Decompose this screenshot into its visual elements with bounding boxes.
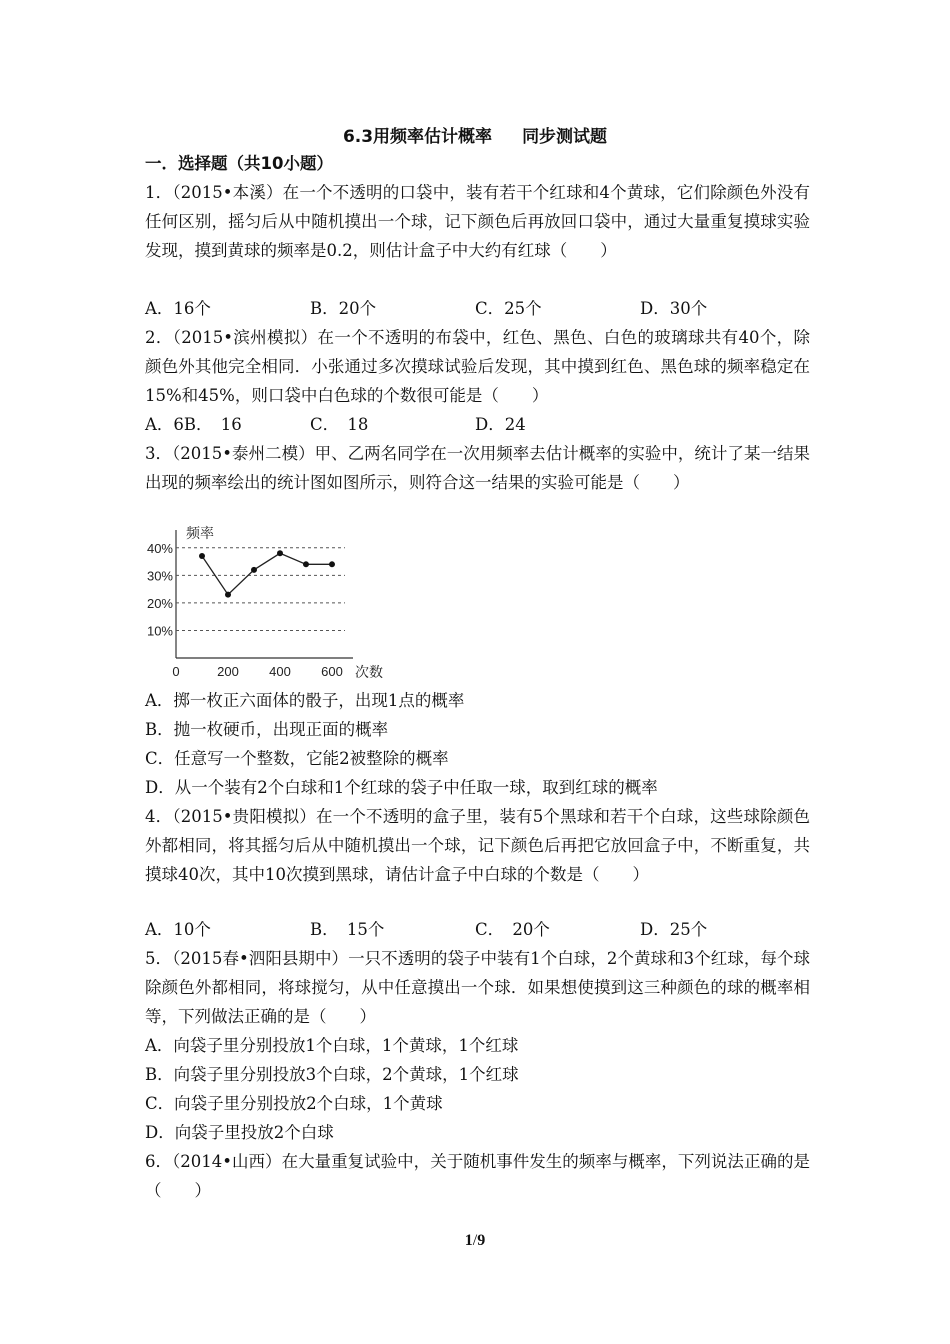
data-point: [277, 550, 283, 556]
frequency-line-chart: [140, 518, 383, 683]
question-2-stem: 2．（2015•滨州模拟）在一个不透明的布袋中，红色、黑色、白色的玻璃球共有40个，除颜色外其他完全相同．小张通过多次摸球试验后发现，其中摸到红色、黑色球的频率稳定在15%和45%，则口袋中白色球的个数很可能是（ ）: [145, 328, 810, 405]
question-1-stem: 1．（2015•本溪）在一个不透明的口袋中，装有若干个红球和4个黄球，它们除颜色外没有任何区别，摇匀后从中随机摸出一个球，记下颜色后再放回口袋中，通过大量重复摸球实验发现，摸到黄球的频率是0.2，则估计盒子中大约有红球（ ）: [145, 183, 810, 260]
q4-option-b: B． 15个: [310, 920, 385, 939]
x-axis-title: 次数: [355, 665, 383, 681]
data-point: [251, 567, 257, 573]
q2-option-ab: A．6B． 16: [145, 415, 242, 434]
q5-option-d: D．向袋子里投放2个白球: [145, 1123, 334, 1142]
q3-option-d: D．从一个装有2个白球和1个红球的袋子中任取一球，取到红球的概率: [145, 778, 658, 797]
q4-option-c: C． 20个: [475, 920, 550, 939]
section-heading: 一．选择题（共10小题）: [145, 154, 333, 173]
page-number: [0, 1232, 950, 1250]
q5-option-a: A．向袋子里分别投放1个白球，1个黄球，1个红球: [145, 1036, 519, 1055]
chart-layer: [147, 526, 383, 681]
page-title: [0, 122, 950, 147]
x-tick-label: 0: [172, 664, 180, 679]
q1-option-b: B．20个: [310, 299, 377, 318]
q2-option-d: D．24: [475, 415, 526, 434]
y-tick-label: 40%: [146, 540, 173, 556]
q1-option-c: C．25个: [475, 299, 542, 318]
x-tick-label: 400: [269, 664, 291, 679]
x-tick-label: 600: [321, 664, 343, 679]
question-4-stem: 4．（2015•贵阳模拟）在一个不透明的盒子里，装有5个黑球和若干个白球，这些球除颜色外都相同，将其摇匀后从中随机摸出一个球，记下颜色后再把它放回盒子中，不断重复，共摸球40次，其中10次摸到黑球，请估计盒子中白球的个数是（ ）: [145, 807, 810, 884]
data-point: [329, 561, 335, 567]
question-2-options: [145, 410, 810, 439]
title-main: 6.3用频率估计概率: [342, 127, 493, 147]
q3-option-b: B．抛一枚硬币，出现正面的概率: [145, 720, 389, 739]
q2-option-c: C． 18: [310, 415, 369, 434]
y-tick-label: 10%: [146, 623, 173, 639]
q1-option-a: A．16个: [145, 299, 211, 318]
question-1-options: [145, 294, 810, 323]
question-5-stem: 5．（2015春•泗阳县期中）一只不透明的袋子中装有1个白球，2个黄球和3个红球，每个球除颜色外都相同，将球搅匀，从中任意摸出一个球．如果想使摸到这三种颜色的球的概率相等，下列做法正确的是（ ）: [145, 949, 810, 1026]
q3-option-c: C．任意写一个整数，它能2被整除的概率: [145, 749, 449, 768]
page-total: 9: [477, 1232, 486, 1249]
q4-option-a: A．10个: [145, 920, 211, 939]
q5-option-c: C．向袋子里分别投放2个白球，1个黄球: [145, 1094, 443, 1113]
data-point: [199, 553, 205, 559]
q5-option-b: B．向袋子里分别投放3个白球，2个黄球，1个红球: [145, 1065, 519, 1084]
question-3-stem: 3．（2015•泰州二模）甲、乙两名同学在一次用频率去估计概率的实验中，统计了某一结果出现的频率绘出的统计图如图所示，则符合这一结果的实验可能是（ ）: [145, 444, 810, 492]
y-tick-label: 30%: [146, 568, 173, 584]
page-separator: /: [472, 1232, 478, 1249]
title-sub: 同步测试题: [522, 127, 608, 147]
page-current: 1: [464, 1232, 473, 1249]
series-line: [202, 553, 332, 594]
x-tick-label: 200: [217, 664, 239, 679]
y-tick-label: 20%: [146, 595, 173, 611]
data-point: [303, 561, 309, 567]
q4-option-d: D．25个: [640, 920, 708, 939]
data-point: [225, 592, 231, 598]
q3-option-a: A．掷一枚正六面体的骰子，出现1点的概率: [145, 691, 465, 710]
y-axis-title: 频率: [186, 526, 214, 542]
q1-option-d: D．30个: [640, 299, 708, 318]
question-6-stem: 6．（2014•山西）在大量重复试验中，关于随机事件发生的频率与概率，下列说法正确的是（ ）: [145, 1152, 810, 1200]
question-4-options: [145, 915, 810, 944]
